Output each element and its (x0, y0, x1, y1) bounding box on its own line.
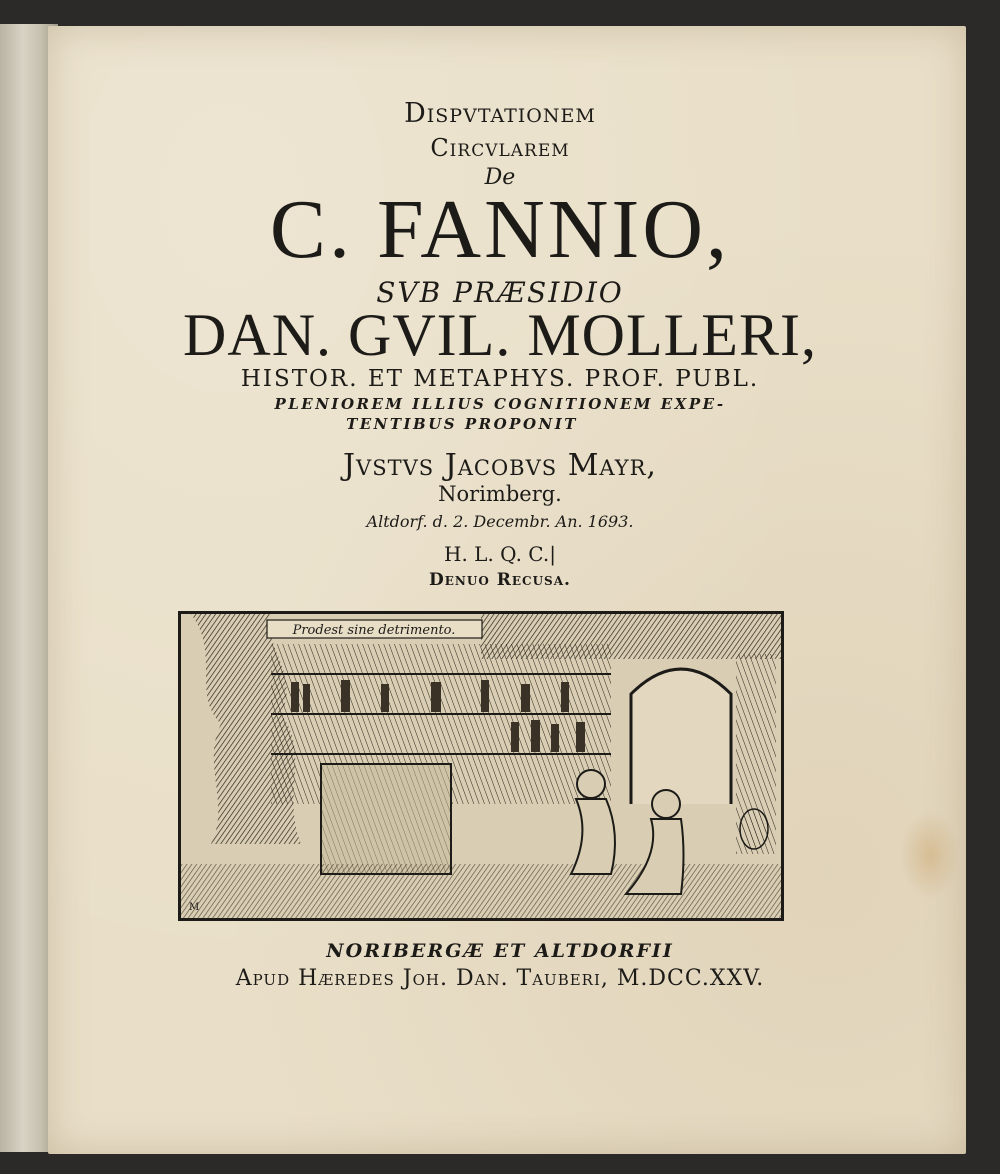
heading-de: De (484, 165, 516, 190)
library-scene-image (181, 614, 781, 918)
respondent-origin: Norimberg. (438, 482, 562, 506)
disputation-date: Altdorf. d. 2. Decembr. An. 1693. (366, 512, 634, 531)
praeses-name: DAN. GVIL. MOLLERI, (183, 302, 817, 368)
subject-title: C. FANNIO, (269, 183, 731, 276)
imprint-printer: Apud Hæredes Joh. Dan. Tauberi, M.DCC.XXV. (235, 966, 765, 991)
archway (631, 669, 731, 804)
woodcut-illustration (178, 611, 784, 921)
sub-praesidio: SVB PRÆSIDIO (376, 276, 624, 309)
paper-stain (900, 810, 960, 900)
motto-text: Prodest sine detrimento. (292, 623, 456, 638)
proposition-line-2: TENTIBUS PROPONIT (346, 415, 578, 433)
imprint-place: NORIBERGÆ ET ALTDORFII (326, 940, 674, 962)
monogram: M (189, 902, 200, 913)
hlqc-line: H. L. Q. C.| (444, 542, 556, 566)
heading-disputationem: Dispvtationem (404, 98, 596, 129)
praeses-titles: HISTOR. ET METAPHYS. PROF. PUBL. (240, 366, 760, 392)
heading-circularem: Circvlarem (430, 134, 570, 162)
denuo-recusa: Denuo Recusa. (429, 570, 571, 590)
bird (740, 809, 768, 849)
respondent-name: Jvstvs Jacobvs Mayr, (343, 448, 657, 483)
floor (181, 864, 781, 918)
proposition-line-1: PLENIOREM ILLIUS COGNITIONEM EXPE- (274, 395, 726, 413)
